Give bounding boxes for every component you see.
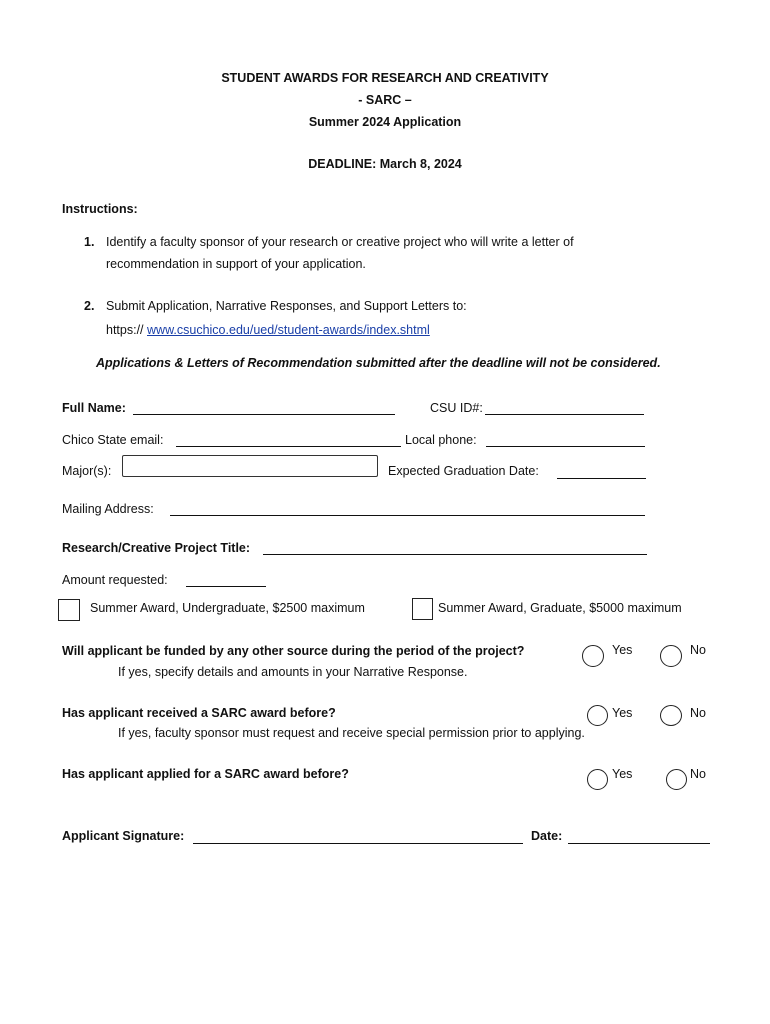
mailing-field[interactable]: [170, 515, 645, 516]
full-name-field[interactable]: [133, 414, 395, 415]
csu-id-field[interactable]: [485, 414, 644, 415]
question-received-note: If yes, faculty sponsor must request and receive special permission prior to applying.: [118, 726, 585, 740]
question-applied: Has applicant applied for a SARC award before?: [62, 767, 349, 781]
instruction-item-2: [84, 299, 467, 313]
applied-no-radio[interactable]: [666, 769, 687, 790]
undergrad-checkbox[interactable]: [58, 599, 80, 621]
instruction-number: 1.: [84, 235, 95, 249]
instructions-heading: Instructions:: [62, 202, 138, 216]
email-label: Chico State email:: [62, 433, 164, 447]
applied-no-label: No: [690, 767, 706, 781]
received-no-label: No: [690, 706, 706, 720]
csu-id-label: CSU ID#:: [430, 401, 483, 415]
funded-yes-radio[interactable]: [582, 645, 604, 667]
deadline-warning: Applications & Letters of Recommendation submitted after the deadline will not be considered.: [96, 356, 661, 370]
grad-date-label: Expected Graduation Date:: [388, 464, 539, 478]
funded-yes-label: Yes: [612, 643, 633, 657]
mailing-label: Mailing Address:: [62, 502, 154, 516]
undergrad-label: Summer Award, Undergraduate, $2500 maximum: [90, 601, 365, 615]
instruction-item-1-cont: recommendation in support of your application.: [106, 257, 366, 271]
signature-field[interactable]: [193, 843, 523, 844]
instruction-text: Identify a faculty sponsor of your research or creative project who will write a letter of: [106, 235, 574, 249]
amount-label: Amount requested:: [62, 573, 168, 587]
funded-no-label: No: [690, 643, 706, 657]
project-title-field[interactable]: [263, 554, 647, 555]
awards-link[interactable]: www.csuchico.edu/ued/student-awards/index.shtml: [147, 323, 430, 337]
project-title-label: Research/Creative Project Title:: [62, 541, 251, 555]
instruction-item-2-cont: [106, 323, 430, 337]
major-field[interactable]: [122, 455, 378, 477]
instruction-number: 2.: [84, 299, 95, 313]
instruction-text: Submit Application, Narrative Responses, and Support Letters to:: [106, 299, 467, 313]
form-title: STUDENT AWARDS FOR RESEARCH AND CREATIVITY: [221, 71, 549, 85]
applied-yes-label: Yes: [612, 767, 633, 781]
amount-field[interactable]: [186, 586, 266, 587]
date-label: Date:: [531, 829, 563, 843]
phone-field[interactable]: [486, 446, 645, 447]
url-prefix: https://: [106, 323, 144, 337]
signature-label: Applicant Signature:: [62, 829, 185, 843]
question-received: Has applicant received a SARC award before?: [62, 706, 336, 720]
instruction-item-1: [84, 235, 574, 249]
funded-no-radio[interactable]: [660, 645, 682, 667]
deadline: DEADLINE: March 8, 2024: [308, 157, 462, 171]
question-funded: Will applicant be funded by any other source during the period of the project?: [62, 644, 525, 658]
phone-label: Local phone:: [405, 433, 477, 447]
applied-yes-radio[interactable]: [587, 769, 608, 790]
date-field[interactable]: [568, 843, 710, 844]
full-name-label: Full Name:: [62, 401, 126, 415]
received-yes-radio[interactable]: [587, 705, 608, 726]
email-field[interactable]: [176, 446, 401, 447]
graduate-label: Summer Award, Graduate, $5000 maximum: [438, 601, 682, 615]
major-label: Major(s):: [62, 464, 112, 478]
question-funded-note: If yes, specify details and amounts in your Narrative Response.: [118, 665, 468, 679]
received-yes-label: Yes: [612, 706, 633, 720]
graduate-checkbox[interactable]: [412, 598, 433, 620]
form-term: Summer 2024 Application: [308, 115, 462, 129]
form-subtitle: - SARC –: [358, 93, 412, 107]
received-no-radio[interactable]: [660, 705, 682, 726]
grad-date-field[interactable]: [557, 478, 646, 479]
